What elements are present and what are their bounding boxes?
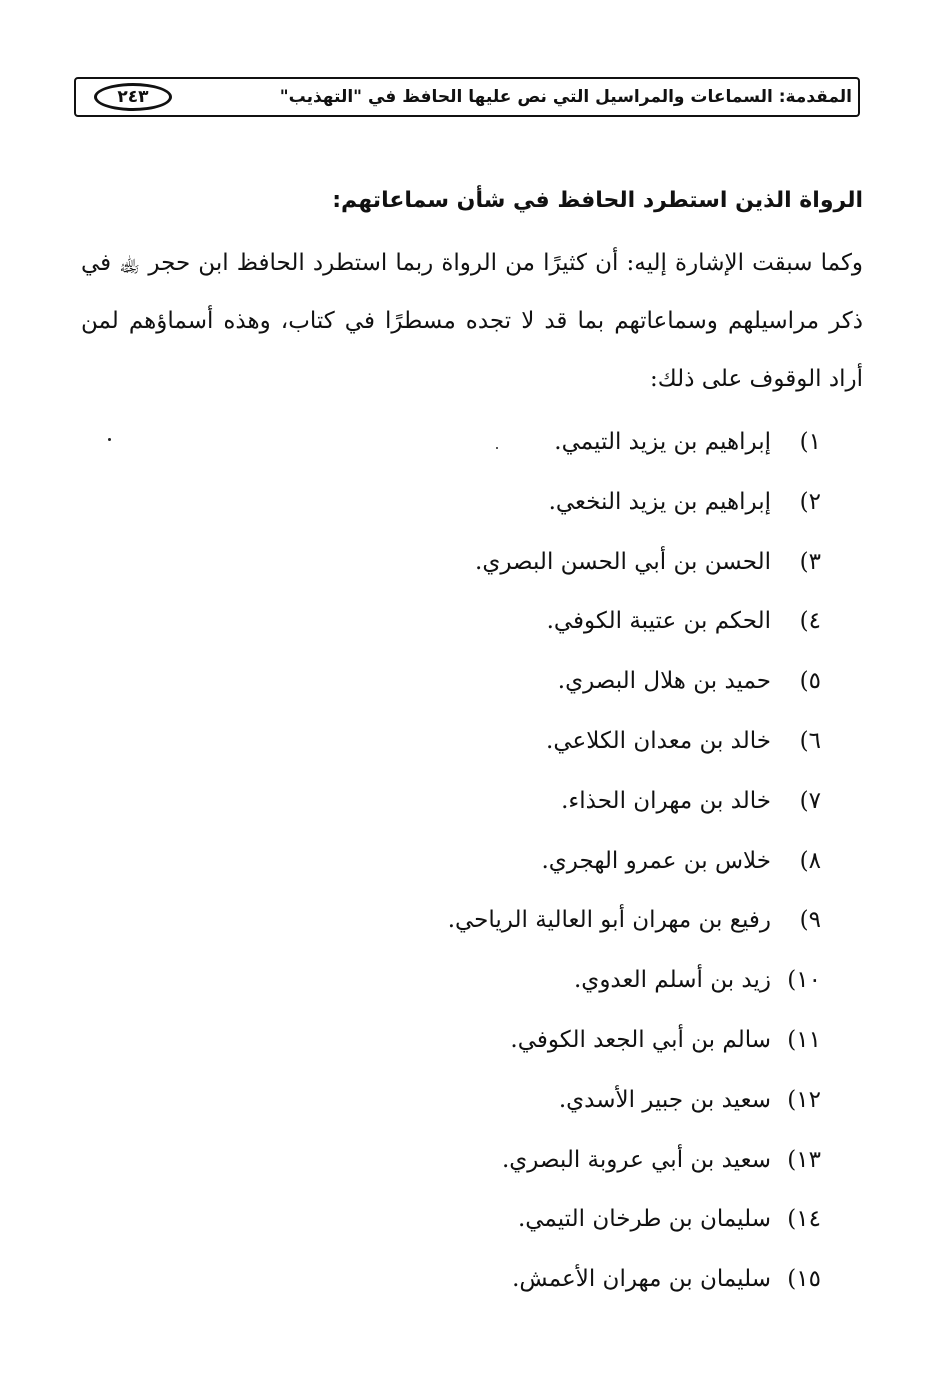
list-item	[448, 592, 821, 652]
narrator-name: سعيد بن جبير الأسدي.	[558, 1086, 771, 1113]
header-title: المقدمة: السماعات والمراسيل التي نص عليها الحافظ في "التهذيب"	[279, 87, 852, 107]
item-number: ١)	[799, 429, 821, 455]
list-item	[448, 832, 821, 892]
item-number: ٤)	[799, 608, 821, 635]
narrator-name: زيد بن أسلم العدوي.	[574, 967, 771, 994]
list-item	[448, 1071, 821, 1131]
list-item	[448, 1131, 821, 1191]
narrator-name: الحسن بن أبي الحسن البصري.	[475, 548, 771, 575]
narrator-name: سليمان بن مهران الأعمش.	[512, 1266, 771, 1293]
list-item	[448, 652, 821, 712]
list-item	[448, 1250, 821, 1310]
item-number: ١٣)	[787, 1146, 821, 1173]
item-number: ٧)	[799, 787, 821, 814]
narrator-name: خالد بن مهران الحذاء.	[561, 787, 771, 814]
narrator-list	[448, 413, 821, 1310]
list-item	[448, 1011, 821, 1071]
item-number: ١٥)	[787, 1266, 821, 1293]
intro-paragraph: وكما سبقت الإشارة إليه: أن كثيرًا من الرواة ربما استطرد الحافظ ابن حجر ﵀ في ذكر مراسيلهم وسماعاتهم بما قد لا تجده مسطرًا في كتاب، وهذه أسماؤهم لمن أراد الوقوف على ذلك:	[81, 250, 863, 392]
narrator-name: إبراهيم بن يزيد التيمي.	[554, 429, 771, 455]
scan-speck	[108, 438, 111, 441]
list-item	[448, 772, 821, 832]
item-number: ١٠)	[787, 967, 821, 994]
item-number: ١٤)	[787, 1206, 821, 1233]
narrator-name: رفيع بن مهران أبو العالية الرياحي.	[447, 907, 771, 934]
scan-speck	[496, 447, 498, 449]
section-heading: الرواة الذين استطرد الحافظ في شأن سماعاتهم:	[332, 188, 863, 213]
list-item	[448, 712, 821, 772]
list-item	[448, 1190, 821, 1250]
item-number: ٣)	[799, 548, 821, 575]
list-item	[448, 951, 821, 1011]
item-number: ٢)	[799, 488, 821, 515]
list-item	[448, 473, 821, 533]
narrator-name: سليمان بن طرخان التيمي.	[517, 1206, 771, 1233]
narrator-name: خلاس بن عمرو الهجري.	[541, 847, 771, 874]
list-item	[448, 533, 821, 593]
item-number: ١١)	[787, 1026, 821, 1053]
item-number: ٨)	[799, 847, 821, 874]
narrator-name: إبراهيم بن يزيد النخعي.	[548, 488, 771, 515]
narrator-name: حميد بن هلال البصري.	[557, 668, 771, 695]
list-item	[448, 413, 821, 473]
item-number: ٩)	[799, 907, 821, 934]
item-number: ٦)	[799, 727, 821, 754]
list-item	[448, 891, 821, 951]
item-number: ١٢)	[787, 1086, 821, 1113]
narrator-name: سالم بن أبي الجعد الكوفي.	[510, 1026, 771, 1053]
narrator-name: الحكم بن عتيبة الكوفي.	[546, 608, 771, 635]
narrator-name: خالد بن معدان الكلاعي.	[546, 727, 771, 754]
page-number: ٢٤٣	[94, 83, 172, 111]
narrator-name: سعيد بن أبي عروبة البصري.	[501, 1146, 771, 1173]
item-number: ٥)	[799, 668, 821, 695]
running-header	[74, 77, 860, 117]
